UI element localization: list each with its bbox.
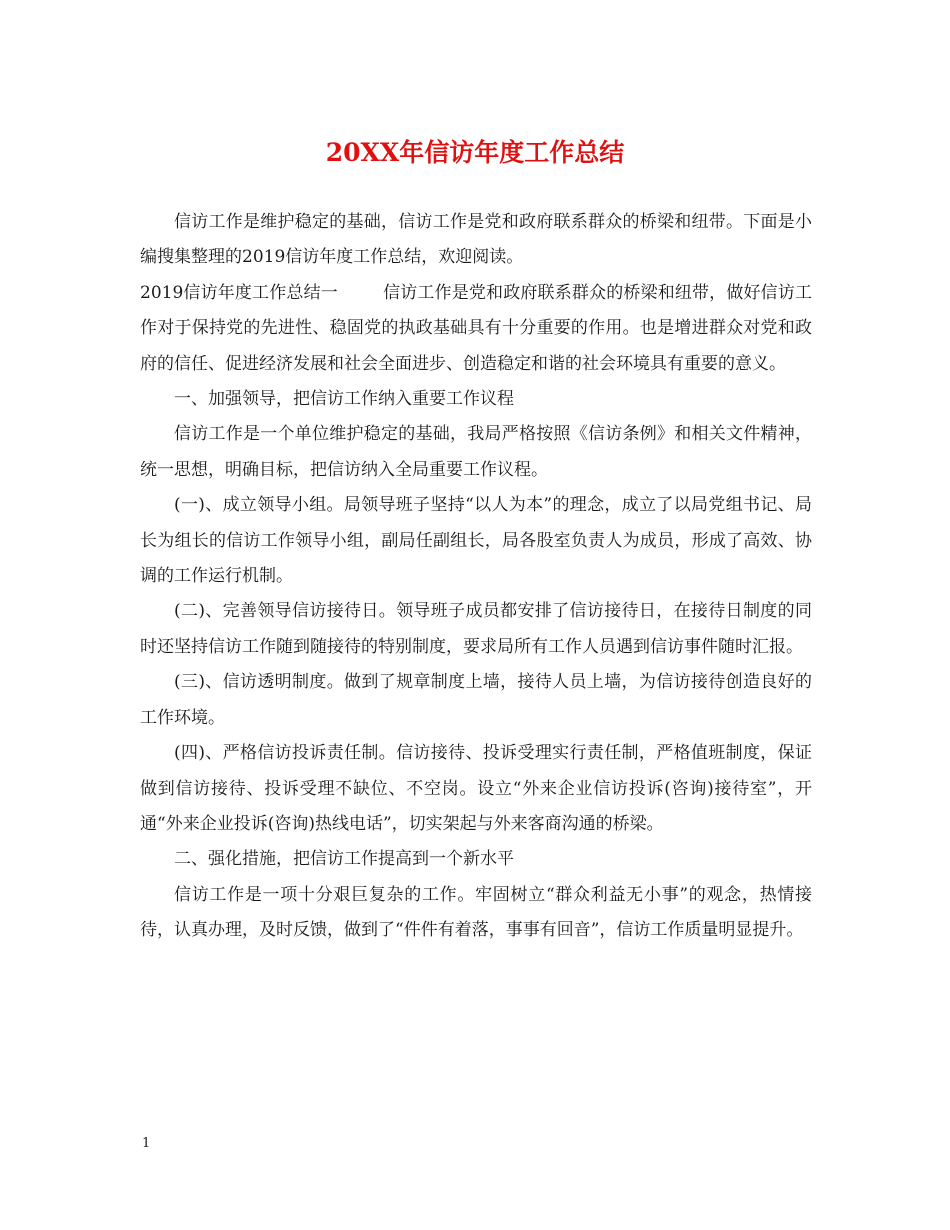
list-item-2: (二)、完善领导信访接待日。领导班子成员都安排了信访接待日，在接待日制度的同时还坚持信访工作随到随接待的特别制度，要求局所有工作人员遇到信访事件随时汇报。 xyxy=(140,601,812,657)
page-number: 1 xyxy=(142,1136,151,1151)
paragraph-1: 信访工作是党和政府联系群众的桥梁和纽带，做好信访工作对于保持党的先进性、稳固党的执政基础具有十分重要的作用。也是增进群众对党和政府的信任、促进经济发展和社会全面进步、创造稳定和谐的社会环境具有重要的意义。 xyxy=(140,282,813,374)
document-body xyxy=(140,205,812,949)
summary-line xyxy=(140,276,812,382)
section-heading-inline: 2019信访年度工作总结一 xyxy=(140,282,338,303)
list-item-3: (三)、信访透明制度。做到了规章制度上墙，接待人员上墙，为信访接待创造良好的工作环境。 xyxy=(140,672,812,728)
heading-1: 一、加强领导，把信访工作纳入重要工作议程 xyxy=(174,389,514,410)
document-title: 20XX年信访年度工作总结 xyxy=(325,138,625,167)
list-item-4: (四)、严格信访投诉责任制。信访接待、投诉受理实行责任制，严格值班制度，保证做到信访接待、投诉受理不缺位、不空岗。设立“外来企业信访投诉(咨询)接待室”，开通“外来企业投诉(咨询)热线电话”，切实架起与外来客商沟通的桥梁。 xyxy=(140,743,812,834)
paragraph-2: 信访工作是一个单位维护稳定的基础，我局严格按照《信访条例》和相关文件精神，统一思想，明确目标，把信访纳入全局重要工作议程。 xyxy=(140,424,812,480)
paragraph-3: 信访工作是一项十分艰巨复杂的工作。牢固树立“群众利益无小事”的观念，热情接待，认真办理，及时反馈，做到了“件件有着落，事事有回音”，信访工作质量明显提升。 xyxy=(140,884,812,941)
intro-paragraph: 信访工作是维护稳定的基础，信访工作是党和政府联系群众的桥梁和纽带。下面是小编搜集整理的2019信访年度工作总结，欢迎阅读。 xyxy=(140,212,812,268)
list-item-1: (一)、成立领导小组。局领导班子坚持“以人为本”的理念，成立了以局党组书记、局长为组长的信访工作领导小组，副局任副组长，局各股室负责人为成员，形成了高效、协调的工作运行机制。 xyxy=(140,495,812,587)
heading-2: 二、强化措施，把信访工作提高到一个新水平 xyxy=(174,849,514,870)
